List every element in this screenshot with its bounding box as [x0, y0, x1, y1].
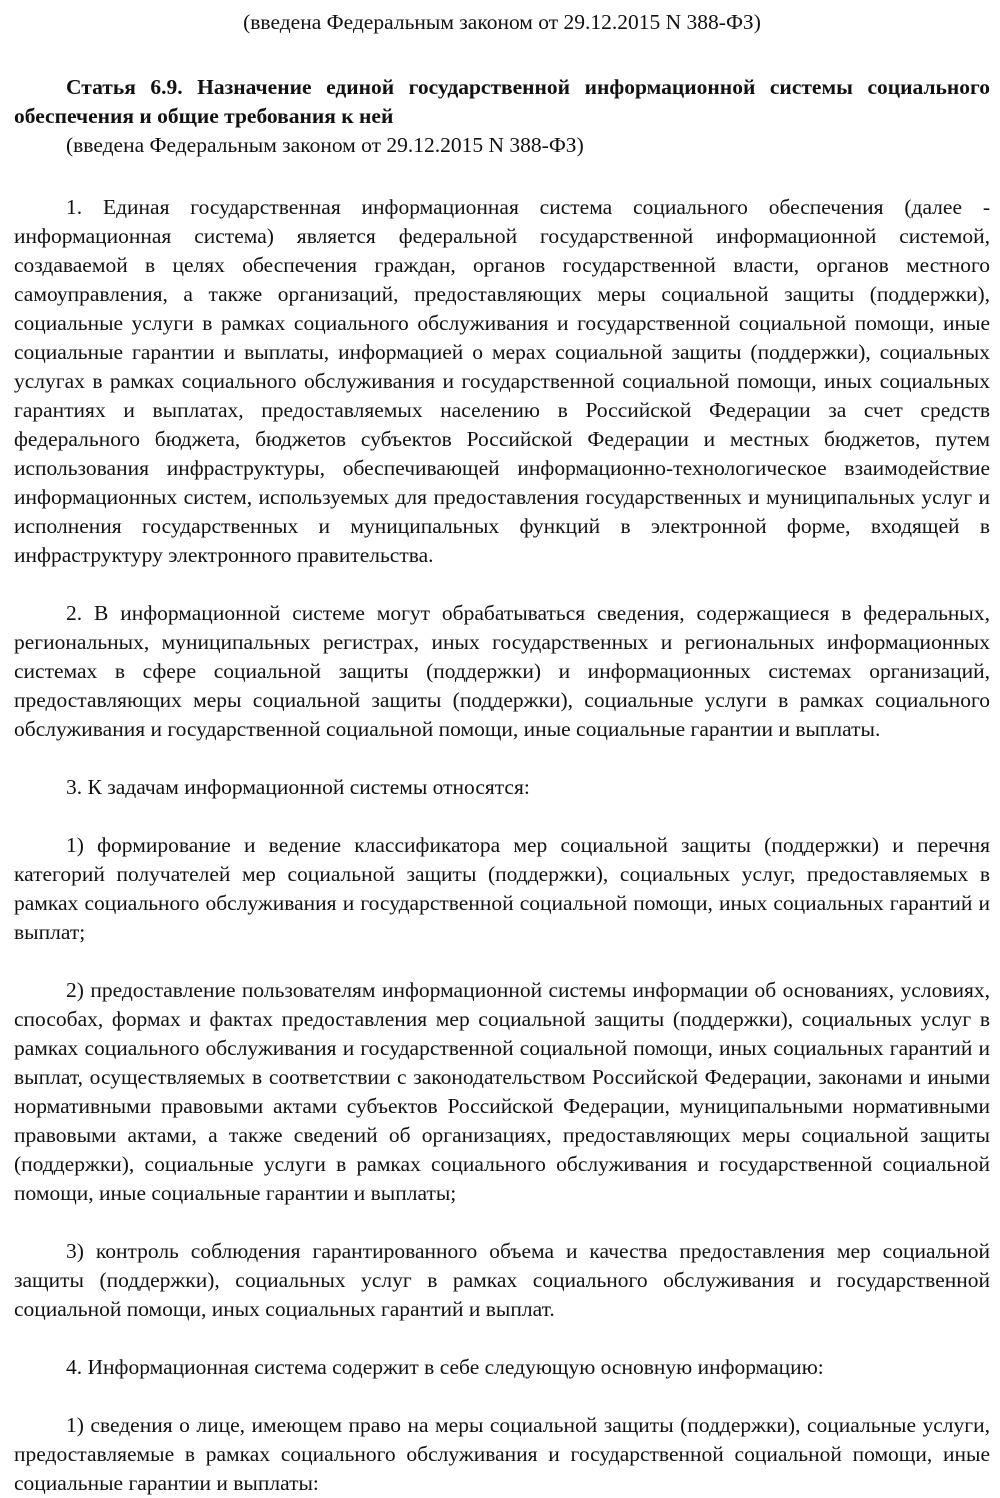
paragraph-3: 3. К задачам информационной системы относятся: [66, 775, 530, 799]
list-item-3-3: 3) контроль соблюдения гарантированного объема и качества предоставления мер социальной защиты (поддержки), социальных услуг в рамках социального обслуживания и государственной социальной помощи, иных социальных гарантий и выплат. [14, 1239, 990, 1321]
amendment-note: (введена Федеральным законом от 29.12.2015 N 388-ФЗ) [243, 10, 761, 34]
paragraph-2: 2. В информационной системе могут обрабатываться сведения, содержащиеся в федеральных, региональных, муниципальных регистрах, иных государственных и региональных информационных системах в сфере социальной защиты (поддержки) и информационных системах организаций, предоставляющих меры социальной защиты (поддержки), социальные услуги в рамках социального обслуживания и государственной социальной помощи, иные социальные гарантии и выплаты. [14, 601, 990, 741]
list-item-4-1: 1) сведения о лице, имеющем право на меры социальной защиты (поддержки), социальные услуги, предоставляемые в рамках социального обслуживания и государственной социальной помощи, иные социальные гарантии и выплаты: [14, 1413, 990, 1495]
paragraph-4: 4. Информационная система содержит в себе следующую основную информацию: [66, 1355, 824, 1379]
article-amendment-note: (введена Федеральным законом от 29.12.2015 N 388-ФЗ) [66, 133, 584, 157]
list-item-3-1: 1) формирование и ведение классификатора мер социальной защиты (поддержки) и перечня категорий получателей мер социальной защиты (поддержки), социальных услуг, предоставляемых в рамках социального обслуживания и государственной социальной помощи, иных социальных гарантий и выплат; [14, 833, 990, 944]
article-heading: Статья 6.9. Назначение единой государственной информационной системы социального обеспечения и общие требования к ней [14, 75, 990, 128]
paragraph-1: 1. Единая государственная информационная система социального обеспечения (далее - информационная система) является федеральной государственной информационной системой, создаваемой в целях обеспечения граждан, органов государственной власти, органов местного самоуправления, а также организаций, предоставляющих меры социальной защиты (поддержки), социальные услуги в рамках социального обслуживания и государственной социальной помощи, иные социальные гарантии и выплаты, информацией о мерах социальной защиты (поддержки), социальных услугах в рамках социального обслуживания и государственной социальной помощи, иных социальных гарантиях и выплатах, предоставляемых населению в Российской Федерации за счет средств федерального бюджета, бюджетов субъектов Российской Федерации и местных бюджетов, путем использования инфраструктуры, обеспечивающей информационно-технологическое взаимодействие информационных систем, используемых для предоставления государственных и муниципальных услуг и исполнения государственных и муниципальных функций в электронной форме, входящей в инфраструктуру электронного правительства. [14, 195, 990, 567]
document-page [14, 0, 990, 1498]
list-item-3-2: 2) предоставление пользователям информационной системы информации об основаниях, условиях, способах, формах и фактах предоставления мер социальной защиты (поддержки), социальных услуг в рамках социального обслуживания и государственной социальной помощи, иных социальных гарантий и выплат, осуществляемых в соответствии с законодательством Российской Федерации, законами и иными нормативными правовыми актами субъектов Российской Федерации, муниципальными нормативными правовыми актами, а также сведений об организациях, предоставляющих меры социальной защиты (поддержки), социальные услуги в рамках социального обслуживания и государственной социальной помощи, иные социальные гарантии и выплаты; [14, 978, 990, 1205]
